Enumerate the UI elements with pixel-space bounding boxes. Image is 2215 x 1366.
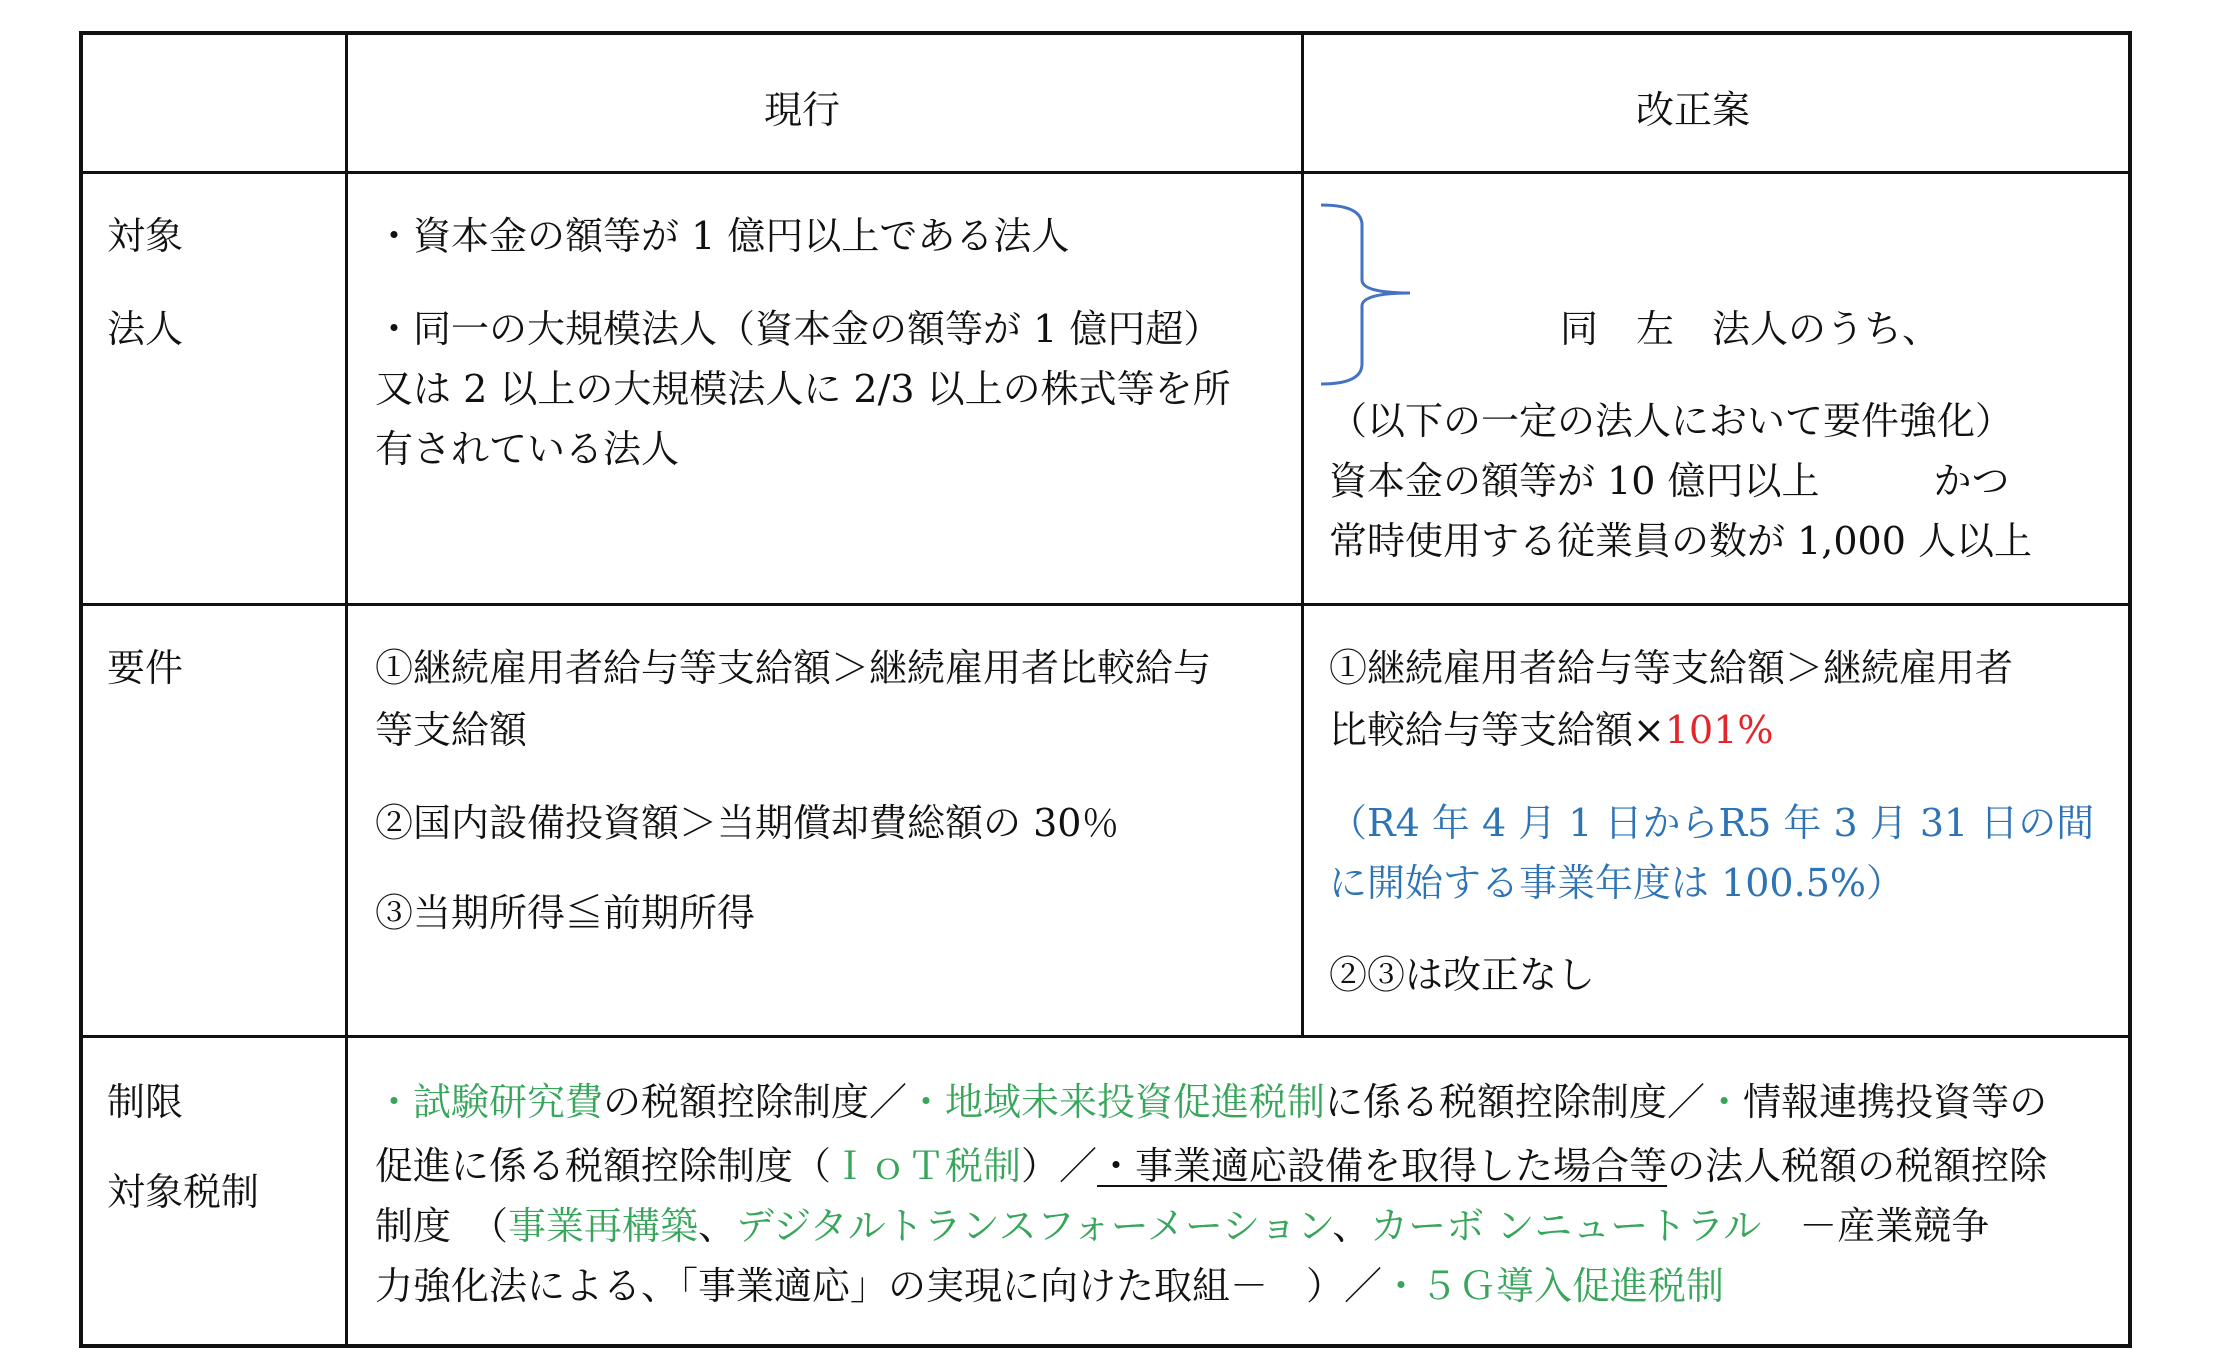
same-as-left-text: 同 左 法人のうち、 bbox=[1560, 307, 1941, 351]
text-segment: の税額控除制度／ bbox=[603, 1080, 908, 1124]
text-line: ①継続雇用者給与等支給額＞継続雇用者 bbox=[1329, 646, 2014, 690]
text-line bbox=[375, 1196, 1989, 1256]
text-segment: 力強化法による、「事業適応」の実現に向けた取組－ ）／ bbox=[375, 1264, 1383, 1308]
tax-system-name: ・５Ｇ導入促進税制 bbox=[1382, 1264, 1725, 1308]
header-current-cell bbox=[346, 31, 1258, 172]
restricted-label-cell bbox=[79, 1036, 346, 1348]
row-label: 法人 bbox=[107, 307, 184, 351]
text-line bbox=[375, 1072, 2047, 1132]
restricted-content-cell bbox=[346, 1036, 2132, 1348]
row-label: 対象税制 bbox=[107, 1170, 260, 1214]
target-current-cell bbox=[346, 172, 1302, 604]
note-line: （R4 年 4 月 1 日からR5 年 3 月 31 日の間 bbox=[1329, 801, 2095, 845]
text-line: ②③は改正なし bbox=[1329, 953, 1596, 997]
requirements-label-cell bbox=[79, 604, 346, 1036]
text-line bbox=[375, 1136, 2047, 1196]
target-revised-cell bbox=[1302, 172, 2132, 604]
underlined-text: ・事業適応設備を取得した場合等 bbox=[1097, 1144, 1668, 1188]
tax-system-name: ＩｏＴ税制 bbox=[831, 1144, 1022, 1188]
row-label: 要件 bbox=[107, 646, 184, 690]
target-label-cell bbox=[79, 172, 346, 604]
row-label: 対象 bbox=[107, 214, 184, 258]
text-segment: 制度 （ bbox=[375, 1204, 509, 1248]
header-blank-cell bbox=[79, 31, 346, 172]
note-line: に開始する事業年度は 100.5%） bbox=[1329, 861, 1904, 905]
text-line: ・同一の大規模法人（資本金の額等が 1 億円超） bbox=[375, 307, 1222, 351]
tax-system-name: ・地域未来投資促進税制 bbox=[907, 1080, 1326, 1124]
header-revised-cell bbox=[1302, 31, 2084, 172]
header-current: 現行 bbox=[763, 88, 840, 132]
text-segment: ）／ bbox=[1021, 1144, 1098, 1188]
text-segment: 、 bbox=[1332, 1204, 1371, 1248]
header-revised: 改正案 bbox=[1635, 88, 1750, 132]
initiative-name: 事業再構築 bbox=[508, 1204, 699, 1248]
rate-highlight: 101% bbox=[1664, 708, 1774, 752]
text-line: （以下の一定の法人において要件強化） bbox=[1329, 399, 2014, 443]
right-brace-icon bbox=[1302, 172, 1442, 412]
text-line: ①継続雇用者給与等支給額＞継続雇用者比較給与 bbox=[375, 646, 1212, 690]
row-label: 制限 bbox=[107, 1080, 184, 1124]
text-line: 資本金の額等が 10 億円以上 かつ bbox=[1329, 459, 2010, 503]
bullet-mark: ・ bbox=[1705, 1080, 1744, 1124]
text-line: 等支給額 bbox=[375, 708, 528, 752]
text-line: ・資本金の額等が 1 億円以上である法人 bbox=[375, 214, 1070, 258]
initiative-name: デジタルトランスフォーメーション bbox=[736, 1204, 1333, 1248]
initiative-name: カーボ ンニュートラル bbox=[1370, 1204, 1762, 1248]
text-line: 有されている法人 bbox=[375, 427, 680, 471]
text-line: ③当期所得≦前期所得 bbox=[375, 891, 756, 935]
text-line: ②国内設備投資額＞当期償却費総額の 30％ bbox=[375, 801, 1120, 845]
text-line bbox=[1329, 700, 1773, 760]
text-segment: －産業競争 bbox=[1761, 1204, 1990, 1248]
text-segment: 促進に係る税額控除制度（ bbox=[375, 1144, 832, 1188]
text-line bbox=[375, 1256, 1724, 1316]
requirements-revised-cell bbox=[1302, 604, 2132, 1036]
text-segment: 比較給与等支給額× bbox=[1329, 708, 1665, 752]
text-segment: 情報連携投資等の bbox=[1743, 1080, 2048, 1124]
text-line: 常時使用する従業員の数が 1,000 人以上 bbox=[1329, 519, 2032, 563]
text-segment: の法人税額の税額控除 bbox=[1667, 1144, 2048, 1188]
text-segment: 、 bbox=[698, 1204, 737, 1248]
tax-system-name: ・試験研究費 bbox=[375, 1080, 604, 1124]
text-line: 又は 2 以上の大規模法人に 2/3 以上の株式等を所 bbox=[375, 367, 1231, 411]
text-segment: に係る税額控除制度／ bbox=[1325, 1080, 1706, 1124]
requirements-current-cell bbox=[346, 604, 1302, 1036]
